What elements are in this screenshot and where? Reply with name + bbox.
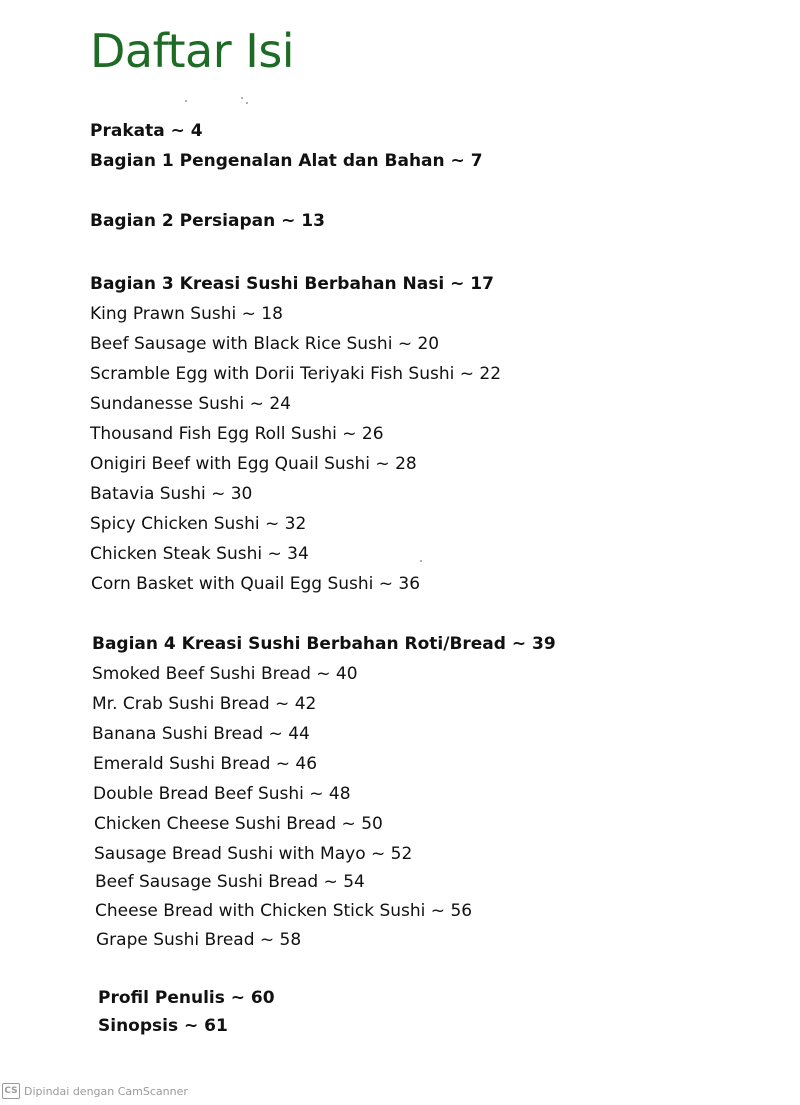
toc-item: Grape Sushi Bread ~ 58 <box>96 930 302 950</box>
toc-item: Emerald Sushi Bread ~ 46 <box>93 754 318 774</box>
toc-item: Scramble Egg with Dorii Teriyaki Fish Sushi ~ 22 <box>90 364 502 384</box>
toc-item: King Prawn Sushi ~ 18 <box>90 304 283 324</box>
toc-section-heading: Profil Penulis ~ 60 <box>98 988 275 1008</box>
toc-item: Spicy Chicken Sushi ~ 32 <box>90 514 307 534</box>
toc-item: Banana Sushi Bread ~ 44 <box>92 724 310 744</box>
toc-item: Double Bread Beef Sushi ~ 48 <box>93 784 351 804</box>
toc-item: Sundanesse Sushi ~ 24 <box>90 394 291 414</box>
page-title: Daftar Isi <box>90 24 295 78</box>
toc-section-heading: Sinopsis ~ 61 <box>98 1016 228 1036</box>
toc-item: Batavia Sushi ~ 30 <box>90 484 253 504</box>
toc-item: Smoked Beef Sushi Bread ~ 40 <box>92 664 358 684</box>
toc-section-heading: Bagian 3 Kreasi Sushi Berbahan Nasi ~ 17 <box>90 274 494 294</box>
toc-item: Thousand Fish Egg Roll Sushi ~ 26 <box>90 424 384 444</box>
camscanner-logo-icon: CS <box>2 1083 20 1099</box>
toc-item: Beef Sausage Sushi Bread ~ 54 <box>95 872 365 892</box>
scanner-watermark <box>2 1083 188 1099</box>
toc-item: Chicken Steak Sushi ~ 34 <box>90 544 309 564</box>
toc-section-heading: Bagian 4 Kreasi Sushi Berbahan Roti/Bread ~ 39 <box>92 634 556 654</box>
watermark-text: Dipindai dengan CamScanner <box>24 1084 188 1098</box>
toc-section-heading: Bagian 1 Pengenalan Alat dan Bahan ~ 7 <box>90 151 483 171</box>
toc-item: Sausage Bread Sushi with Mayo ~ 52 <box>94 844 413 864</box>
toc-item: Chicken Cheese Sushi Bread ~ 50 <box>94 814 383 834</box>
toc-item: Beef Sausage with Black Rice Sushi ~ 20 <box>90 334 440 354</box>
toc-item: Corn Basket with Quail Egg Sushi ~ 36 <box>91 574 421 594</box>
toc-item: Mr. Crab Sushi Bread ~ 42 <box>92 694 317 714</box>
toc-section-heading: Prakata ~ 4 <box>90 121 203 141</box>
toc-item: Onigiri Beef with Egg Quail Sushi ~ 28 <box>90 454 417 474</box>
toc-section-heading: Bagian 2 Persiapan ~ 13 <box>90 211 325 231</box>
toc-item: Cheese Bread with Chicken Stick Sushi ~ 56 <box>95 901 473 921</box>
